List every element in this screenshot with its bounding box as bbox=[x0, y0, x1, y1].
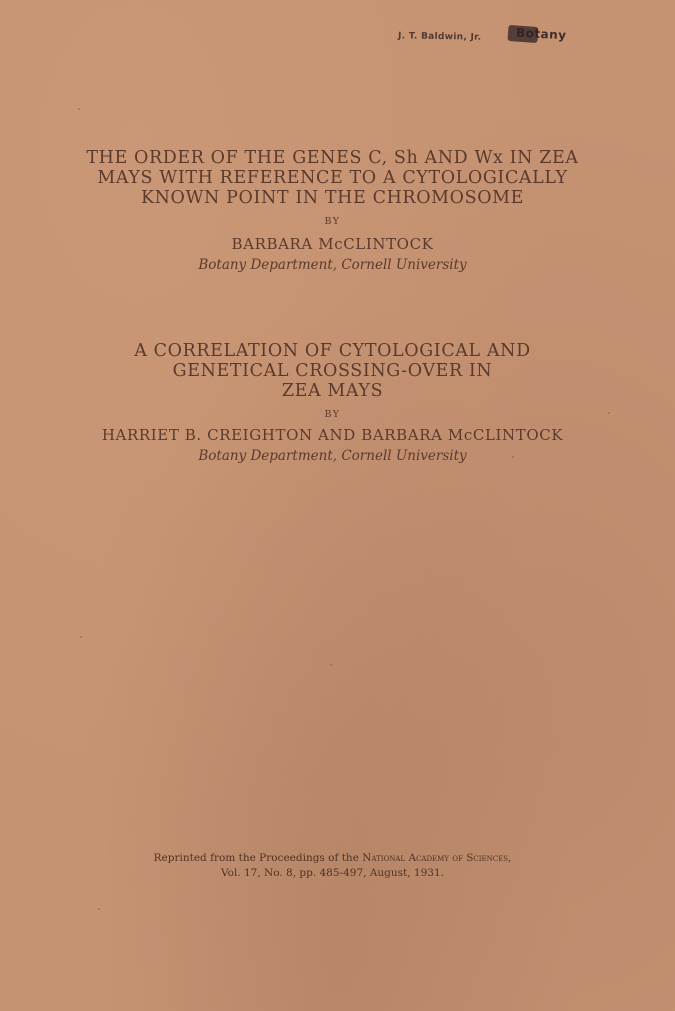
stamp-department: Botany bbox=[515, 25, 567, 43]
paper-fleck bbox=[330, 664, 332, 666]
paper-fleck bbox=[608, 412, 610, 414]
paper-one-title bbox=[60, 148, 605, 208]
reprint-notice bbox=[60, 851, 605, 881]
title-line: KNOWN POINT IN THE CHROMOSOME bbox=[140, 188, 525, 208]
reprint-prefix: Reprinted from the Proceedings of the bbox=[153, 852, 359, 864]
paper-two-affiliation: Botany Department, Cornell University bbox=[198, 448, 467, 464]
paper-one-author: BARBARA McCLINTOCK bbox=[231, 235, 434, 253]
ownership-stamp bbox=[390, 24, 640, 54]
reprint-line-one bbox=[60, 851, 605, 866]
paper-two-authors: HARRIET B. CREIGHTON AND BARBARA McCLINTOCK bbox=[101, 426, 564, 444]
reprint-journal: National Academy of Sciences, bbox=[362, 852, 512, 864]
paper-fleck bbox=[78, 108, 80, 110]
paper-fleck bbox=[80, 636, 82, 638]
by-label: BY bbox=[324, 216, 341, 227]
paper-two bbox=[60, 341, 605, 464]
title-line: A CORRELATION OF CYTOLOGICAL AND bbox=[134, 341, 531, 361]
paper-fleck bbox=[98, 908, 100, 910]
paper-two-title bbox=[60, 341, 605, 401]
paper-one bbox=[60, 148, 605, 273]
title-line: THE ORDER OF THE GENES C, Sh AND Wx IN ZEA bbox=[86, 148, 579, 168]
title-line: GENETICAL CROSSING-OVER IN bbox=[172, 361, 493, 381]
reprint-citation: Vol. 17, No. 8, pp. 485-497, August, 1931. bbox=[221, 867, 444, 879]
paper-one-affiliation: Botany Department, Cornell University bbox=[198, 257, 467, 273]
stamp-owner-name: J. T. Baldwin, Jr. bbox=[397, 31, 482, 43]
title-line: MAYS WITH REFERENCE TO A CYTOLOGICALLY bbox=[97, 168, 568, 188]
by-label: BY bbox=[324, 409, 341, 420]
title-line: ZEA MAYS bbox=[281, 381, 384, 401]
